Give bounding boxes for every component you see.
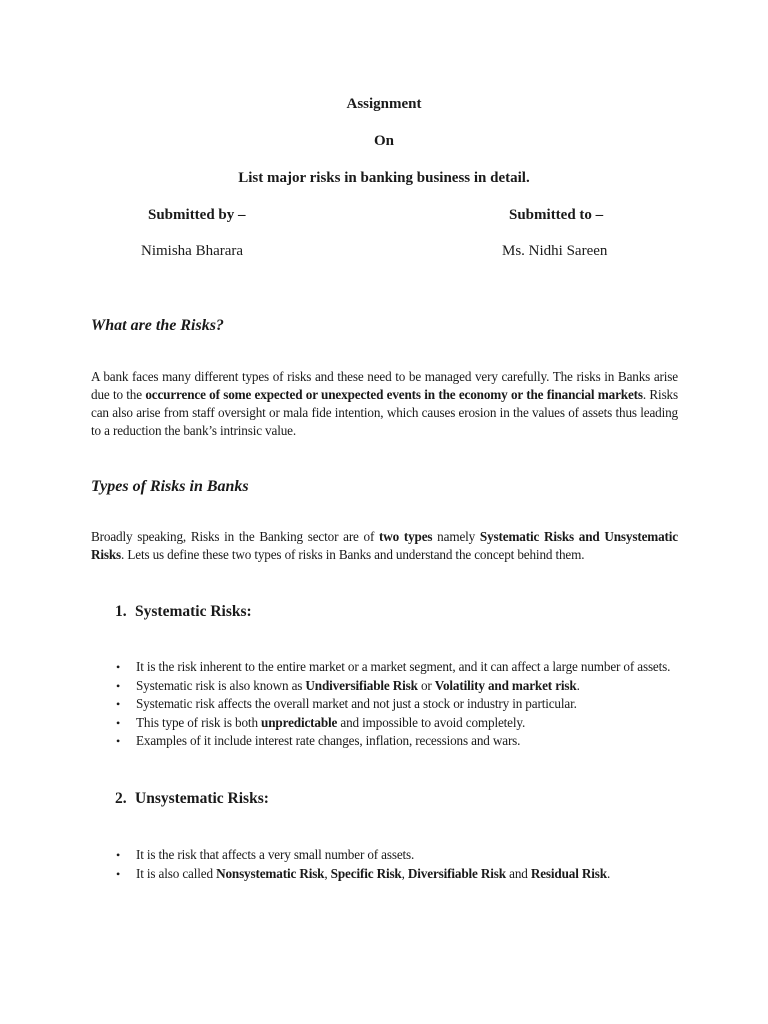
text-run: . Lets us define these two types of risks in Banks and understand the concept behind them.: [121, 547, 585, 562]
list-item: [113, 865, 679, 884]
submitted-by-label: Submitted by –: [148, 207, 246, 223]
bullet-icon: •: [115, 697, 121, 712]
item-text: It is the risk inherent to the entire market or a market segment, and it can affect a large number of assets.: [136, 659, 671, 674]
bullet-icon: •: [115, 678, 121, 693]
heading-systematic-risks: [115, 602, 252, 622]
bold-run: Diversifiable Risk: [407, 865, 506, 881]
text-run: ,: [324, 865, 331, 881]
paragraph-types-of-risks: [91, 528, 678, 564]
bold-run: occurrence of some expected or unexpected events in the economy or the financial markets: [145, 387, 643, 402]
assignment-title: Assignment: [346, 96, 422, 112]
list-item: [113, 677, 679, 696]
section-heading-types-of-risks: Types of Risks in Banks: [91, 478, 249, 495]
text-run: and impossible to avoid completely.: [337, 714, 526, 730]
on-label: On: [373, 133, 394, 149]
unsystematic-risks-list: [113, 846, 679, 883]
section-heading-what-are-risks: What are the Risks?: [91, 317, 224, 334]
heading-text: Unsystematic Risks:: [135, 790, 269, 807]
bullet-icon: •: [115, 848, 121, 862]
bold-run: Undiversifiable Risk: [305, 677, 418, 693]
bold-run: Residual Risk: [530, 865, 607, 881]
list-item: [113, 695, 679, 714]
assignment-topic: List major risks in banking business in detail.: [238, 170, 530, 186]
heading-text: Systematic Risks:: [135, 603, 252, 620]
text-run: This type of risk is both: [136, 714, 262, 730]
item-text: Systematic risk affects the overall market and not just a stock or industry in particular.: [136, 696, 577, 712]
bullet-icon: •: [115, 734, 121, 749]
text-run: .: [576, 677, 580, 693]
text-run: or: [417, 677, 435, 693]
list-item: [113, 658, 679, 677]
item-text: Examples of it include interest rate changes, inflation, recessions and wars.: [136, 733, 521, 749]
heading-unsystematic-risks: [115, 789, 269, 809]
bold-run: Specific Risk: [330, 865, 402, 881]
paragraph-what-are-risks: [91, 368, 678, 440]
bullet-icon: •: [115, 715, 121, 730]
text-run: Broadly speaking, Risks in the Banking sector are of: [91, 529, 379, 544]
text-run: namely: [432, 529, 480, 544]
text-run: A bank faces many different types of risks and these need to be managed very carefully. The risks in Banks arise due to the: [91, 369, 678, 402]
bold-run: two types: [379, 529, 433, 544]
bold-run: Volatility and market risk: [434, 677, 577, 693]
list-item: [113, 846, 679, 865]
bullet-icon: •: [115, 866, 121, 881]
list-item: [113, 732, 679, 751]
list-number: 2.: [115, 790, 127, 807]
bold-run: Nonsystematic Risk: [216, 865, 325, 881]
text-run: . Risks can also arise from staff oversight or mala fide intention, which causes erosion in the values of assets thus leading to a reduction the bank’s intrinsic value.: [91, 387, 678, 438]
text-run: .: [606, 865, 611, 881]
item-text: It is the risk that affects a very small number of assets.: [136, 847, 415, 862]
list-number: 1.: [115, 603, 127, 620]
text-run: It is also called: [136, 865, 217, 881]
submitted-to-name: Ms. Nidhi Sareen: [502, 243, 608, 259]
text-run: Systematic risk is also known as: [136, 677, 306, 693]
text-run: ,: [401, 865, 408, 881]
submitted-to-label: Submitted to –: [509, 207, 604, 223]
systematic-risks-list: [113, 658, 679, 751]
list-item: [113, 714, 679, 733]
bullet-icon: •: [115, 660, 121, 674]
submitted-by-name: Nimisha Bharara: [141, 243, 244, 259]
text-run: and: [505, 865, 531, 881]
bold-run: Systematic Risks and Unsystematic Risks: [91, 529, 679, 562]
bold-run: unpredictable: [261, 714, 338, 730]
